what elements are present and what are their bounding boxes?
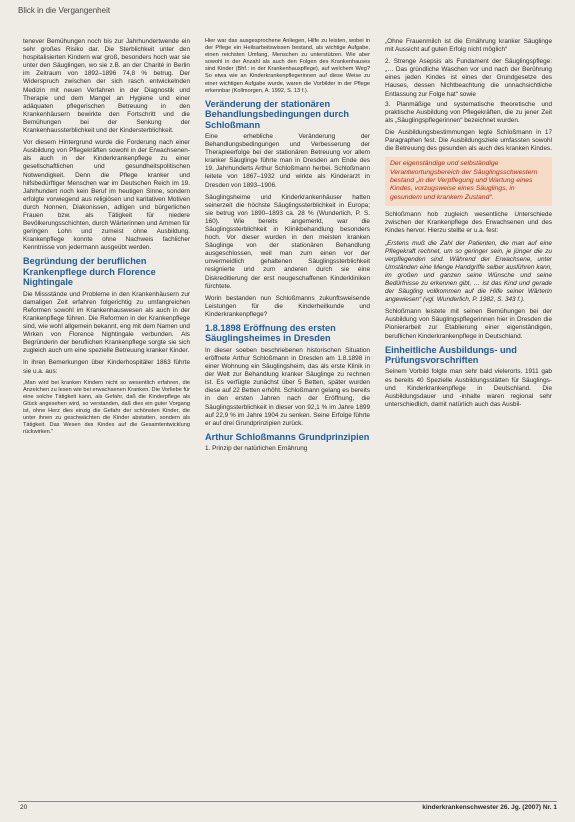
paragraph: Seinem Vorbild folgte man sehr bald vielerorts. 1911 gab es bereits 40 Spezielle Ausbildungsstätten für Säuglings- und Kinderkrankenpflege in Deutschland. Die Ausbildungsdauer und -inhalte waren regional sehr unterschiedlich, damit natürlich auch das Ausbil- <box>385 368 552 408</box>
column-2 <box>205 38 370 792</box>
paragraph: Schloßmann hob zugleich wesentliche Unterschiede zwischen der Krankenpflege des Erwachsenen und des Kindes hervor. Hierzu stellte er u.a. fest: <box>385 211 552 235</box>
paragraph: Worin bestanden nun Schloßmanns zukunftsweisende Leistungen für die Kinderheilkunde und Kinderkrankenpflege? <box>205 294 370 318</box>
footer-rule <box>18 801 557 802</box>
highlight-box <box>385 157 552 206</box>
principles-list <box>385 58 552 125</box>
journal-footer: kinderkrankenschwester 26. Jg. (2007) Nr. 1 <box>422 803 557 811</box>
page-number: 20 <box>20 803 28 811</box>
section-heading: Begründung der beruflichen Krankenpflege durch Florence Nightingale <box>23 256 156 288</box>
section-heading: Einheitliche Ausbildungs- und Prüfungsvorschriften <box>385 344 517 366</box>
list-item: 1. Prinzip der natürlichen Ernährung <box>205 445 308 453</box>
paragraph: Vor diesem Hintergrund wurde die Forderung nach einer Ausbildung von Pflegekräften sowohl in der Erwachsenen- als auch in der Kinderkrankenpflege zu einer gesellschaftlichen und gesundheitspolitischen Notwendigkeit. Denn die Pflege kranker und hilfsbedürftiger Menschen war im Deutschen Reich im 19. Jahrhundert noch kein Beruf im heutigen Sinne, sondern erfolgte vorwiegend aus religiösen und karitativen Motiven durch Nonnen, Diakonissen, adligen und bürgerlichen Frauen bzw. als Tätigkeit für niedere Bevölkerungsschichten, durch Wärterinnen und Ammen für geringen Lohn und zumeist ohne Ausbildung. Krankenpflege konnte ohne Nachweis fachlicher Kenntnisse von jedermann ausgeübt werden. <box>23 139 190 252</box>
paragraph: Die Ausbildungsbestimmungen legte Schloßmann in 17 Paragraphen fest. Die Ausbildungsziele umfassten sowohl die Betreuung des gesunden als auch des kranken Kindes. <box>385 128 552 153</box>
highlight-text: Der eigenständige und selbständige Verantwortungsbereich der Säuglingsschwestern bestand „in der Verpflegung und Wartung eines Kindes, vorzugsweise eines Säuglings, in gesundem und krankem Zustand“. <box>390 160 538 201</box>
list-item: 3. Planmäßige und systematische theoretische und praktische Ausbildung von Pflegekräften, die zu jener Zeit als „Säuglingspflegerinnen“ bezeichnet wurden. <box>385 100 552 124</box>
paragraph: In ihren Bemerkungen über Kinderhospitäler 1863 führte sie u.a. aus: <box>23 359 190 375</box>
quotation: „Erstens muß die Zahl der Patienten, die man auf eine Pflegekraft rechnet, um so geringer sein, je jünger die zu verpflegenden sind. Während der Erwachsene, unter Umständen eine Menge Handgriffe selber ausführen kann, im großen und ganzen seine Wünsche und seine Bedürfnisse zu erkennen gibt, … ist das Kind und gerade der Säugling vollkommen auf die Hilfe seiner Wärterin angewiesen“ (vgl. Wunderlich, P. 1982, S. 343 f.). <box>385 239 552 304</box>
paragraph: In dieser soeben beschriebenen historischen Situation eröffnete Arthur Schloßmann in Dresden am 1.8.1898 in einer Wohnung ein Säuglingsheim, das als erste Klinik in der Welt zur Behandlung kranker Säuglinge zu rechnen ist. Es verfügte zunächst über 5 Betten, später wurden diese auf 22 Betten erhöht. Schloßmann gelang es bereits in den ersten Jahren nach der Eröffnung, die Säuglingssterblichkeit in dieser von 92,1 % im Jahre 1899 auf 22,9 % im Jahre 1904 zu senken. Seine Erfolge führte er auf drei Grundprinzipien zurück. <box>205 346 370 427</box>
section-heading: Arthur Schloßmanns Grundprinzipien <box>205 431 370 442</box>
running-head: Blick in die Vergangenheit <box>18 6 111 15</box>
quotation: „Ohne Frauenmilch ist die Ernährung kranker Säuglinge mit Aussicht auf guten Erfolg nicht möglich“ <box>385 38 552 54</box>
list-item: 2. Strenge Asepsis als Fundament der Säuglingspflege: „… Das gründliche Waschen vor und nach der Berührung eines jeden Kindes ist eines der Grundgesetze des Hauses, dessen Nichtbeachtung die unnachsichtliche Entlassung zur Folge hat“ sowie <box>385 58 552 98</box>
paragraph: tenever Bemühungen noch bis zur Jahrhundertwende ein sehr großes Risiko dar. Die Sterblichkeit unter den hospitalisierten Kindern war groß, besonders hoch war sie unter den Säuglingen, wo sie z.B. an der Charité in Berlin im Zeitraum von 1892–1896 74,8 % betrug. Der Widerspruch zwischen der sich rasch entwickelnden Medizin mit neuen Verfahren in der Diagnostik und Therapie und dem Mangel an Hygiene und einer adäquaten pflegerischen Betreuung in den Krankenhäusern bewirkte den Fortschritt und die Bemühungen bei der Senkung der Krankenhaussterblichkeit und der Kindersterblichkeit. <box>23 38 190 135</box>
column-1 <box>23 38 190 792</box>
section-heading: Veränderung der stationären Behandlungsbedingungen durch Schloßmann <box>205 98 349 130</box>
section-heading: 1.8.1898 Eröffnung des ersten Säuglingsheimes in Dresden <box>205 323 336 344</box>
quotation: „Man wird bei kranken Kindern nicht so wesentlich erfahren, die Anzeichen zu lesen wie bei erwachsenen Kranken. Die Vorliebe für eine solche Tätigkeit kann, als Gefahr, daß die Kinderpflege als Glück angesehen wird, so verstanden, daß dies ein guter Vorgang ist, ohne Herz dies einzig die Gefahr der schönsten Kinder, die unter ihnen zu geschwächten die Kinder abstatten, sondern als Tätigkeit. Das Wesen des Kindes auf die Gesamtentwicklung rückwirken.“ <box>23 379 190 436</box>
paragraph: Die Missstände und Probleme in den Krankenhäusern zur damaligen Zeit erfahren folgerichtig zu umfangreichen Reformen sowohl im Krankenhauswesen als auch in der Krankenpflege führen. Die Reformen in der Krankenpflege sind, wie wohl allgemein bekannt, eng mit dem Namen und Wirken von Florence Nightingale verbunden. Als Begründerin der beruflichen Krankenpflege sorgte sie sich zugleich auch um eine spezielle Betreuung kranker Kinder. <box>23 290 190 355</box>
column-3 <box>385 38 552 792</box>
paragraph: Schloßmann leistete mit seinen Bemühungen bei der Ausbildung von Säuglingspflegerinnen hier in Dresden die Pionierarbeit zur Etablierung einer eigenständigen, beruflichen Kinderkrankenpflege in Deutschland. <box>385 308 552 340</box>
paragraph: Eine erhebliche Veränderung der Behandlungsbedingungen und Verbesserung der Therapieerfolge bei der stationären Betreuung vor allem kranker Säuglinge führte man in Dresden am Ende des 19. Jahrhunderts Arthur Schloßmann herbei. Schloßmann leitete von 1867–1932 und wirkte als Kinderarzt in Dresden von 1893–1906. <box>205 132 370 189</box>
paragraph: Hier war das ausgesprochene Anliegen, Hilfe zu leisten, wobei in der Pflege ein Heilsarbeitswissen bestand, als wichtige Aufgabe, einen reichsten Umfang, Menschen zu unterstützen. Wie aber sowohl in der Anzahl als auch den Folgen des Krankenhauses sind Kinder (Bhf.: in der Krankenhauspflege), auf welchem Weg? So etwa wie an Kinderkrankenpflegerinnen auf diese Weise zu einer wichtigen Aufgabe wurde, waren die Vorbilder in der Pflege erkennbar (Kollmorgen, A. 1992, S. 13 f.). <box>205 38 370 94</box>
paragraph: Säuglingsheime und Kinderkrankenhäuser hatten seinerzeit die höchste Säuglingssterblichkeit in Europa; sie betrug von 1890–1893 ca. 28 % (Wunderlich, P. S. 160). Wie bereits angemerkt, war die Säuglingssterblichkeit in Klinikbehandlung besonders hoch. Vor dieser wurden in den meisten kranken Säuglinge von der stationären Behandlung ausgeschlossen, weil man zum einen vor der unvermeidlich gehaltenen Säuglingssterblichkeit resignierte und zum anderen durch sie eine Diskreditierung der erst neugeschaffenen Kinderkliniken fürchtete. <box>205 193 370 290</box>
